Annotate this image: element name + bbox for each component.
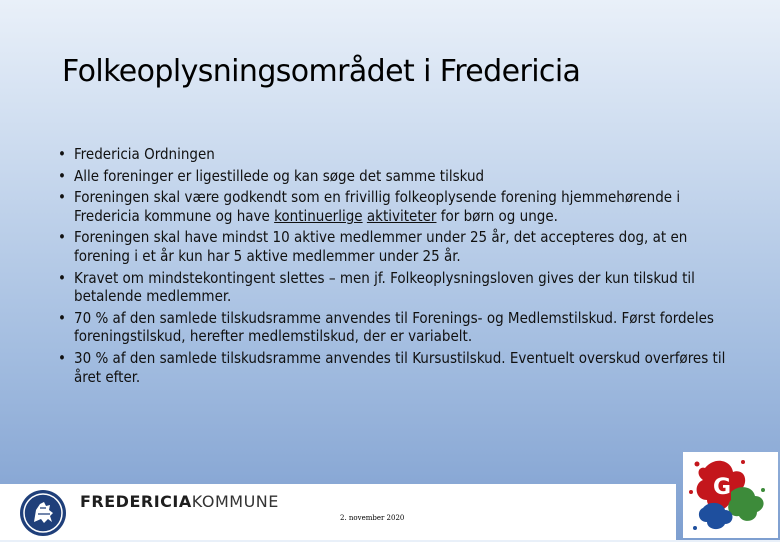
bullet-item: [58, 167, 738, 186]
bullet-text: 30 % af den samlede tilskudsramme anvendes til Kursustilskud. Eventuelt overskud overføres til året efter.: [74, 348, 726, 386]
bullet-text: Fredericia Ordningen: [74, 145, 215, 163]
bullet-item: [58, 309, 738, 346]
bullet-text: 70 % af den samlede tilskudsramme anvendes til Forenings- og Medlemstilskud. Først fordeles foreningstilskud, herefter medlemstilskud, der er variabelt.: [74, 308, 714, 346]
slide-title: Folkeoplysningsområdet i Fredericia: [62, 54, 581, 89]
bullet-text-before: Foreningen skal være godkendt som en frivillig folkeoplysende forening hjemmehørende i Fredericia kommune og have: [74, 188, 681, 225]
svg-text:G: G: [713, 475, 732, 500]
bullet-item: [58, 188, 738, 225]
underlined-word: kontinuerlige: [274, 206, 363, 225]
underlined-word: aktiviteter: [366, 206, 437, 225]
bullet-text: Alle foreninger er ligestillede og kan søge det samme tilskud: [74, 166, 485, 185]
brand-wordmark: [80, 492, 279, 511]
footer-bar: [0, 484, 676, 540]
bullet-item: [58, 269, 738, 306]
bullet-item: [58, 228, 738, 265]
footer-date: 2. november 2020: [340, 514, 405, 522]
brand-bold: FREDERICIA: [80, 492, 192, 511]
paint-splash-logo: [683, 452, 778, 538]
bullet-item: [58, 145, 738, 164]
bullet-text-after: for børn og unge.: [436, 206, 558, 225]
fredericia-crest-icon: [16, 488, 70, 538]
brand-light: KOMMUNE: [191, 492, 279, 511]
paint-splash-icon: [683, 452, 778, 538]
bullet-item: [58, 349, 738, 386]
bullet-list: [58, 145, 738, 389]
bullet-text: Kravet om mindstekontingent slettes – men jf. Folkeoplysningsloven gives der kun tilskud til betalende medlemmer.: [74, 268, 695, 306]
bullet-text: Foreningen skal have mindst 10 aktive medlemmer under 25 år, det accepteres dog, at en forening i et år kun har 5 aktive medlemmer under 25 år.: [74, 228, 688, 265]
